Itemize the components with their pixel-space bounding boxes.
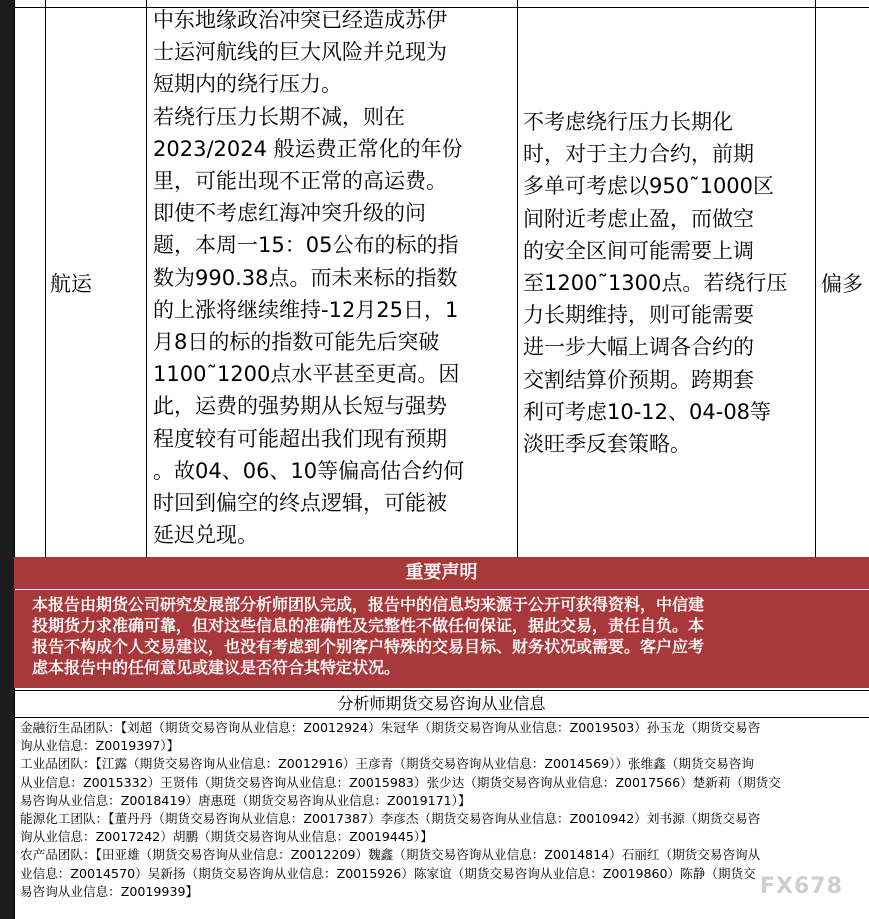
disclaimer-title: 重要声明 <box>14 557 869 589</box>
view-cell: 偏多 <box>821 272 863 296</box>
grid-line <box>14 0 15 919</box>
grid-line <box>45 0 46 557</box>
analyst-info-text: 金融衍生品团队：【刘超（期货交易咨询从业信息：Z0012924）朱冠华（期货交易咨询从业信息：Z0019503）孙玉龙（期货交易咨 询从业信息：Z0019397）】 工业品团队：【江露（期货交易咨询从业信息：Z0012916）王彦青（期货交易咨询从业信息：Z0014569））张维鑫（期货交易咨询 从业信息：Z0015332）王贤伟（期货交易咨询从业信息：Z0015983）张少达（期货交易咨询从业信息：Z0017566）楚新莉（期货交 易咨询从业信息：Z0018419）唐惠珽（期货交易咨询从业信息：Z0019171）】 能源化工团队：【董丹丹（期货交易咨询从业信息：Z0017387）李彦杰（期货交易咨询从业信息：Z0010942）刘书源（期货交易咨 询从业信息：Z0017242）胡鹏（期货交易咨询从业信息：Z0019445）】 农产品团队：【田亚雄（期货交易咨询从业信息：Z0012209）魏鑫（期货交易咨询从业信息：Z0014814）石丽红（期货交易咨询从 业信息：Z0014570）吴新扬（期货交易咨询从业信息：Z0015926）陈家谊（期货交易咨询从业信息：Z0019860）陈静（期货交 易咨询从业信息：Z0019939】 <box>20 720 781 899</box>
sector-cell: 航运 <box>50 272 92 296</box>
analyst-info-title: 分析师期货交易咨询从业信息 <box>337 694 546 713</box>
grid-line <box>146 0 147 557</box>
strategy-cell: 不考虑绕行压力长期化 时，对于主力合约，前期 多单可考虑以950˜1000区 间附近考虑止盈，而做空 的安全区间可能需要上调 至1200˜1300点。若绕行压 力长期维持，则可能需要 进一步大幅上调各合约的 交割结算价预期。跨期套 利可考虑10-12、04-08等 淡旺季反套策略。 <box>523 110 788 457</box>
grid-line <box>14 717 869 718</box>
disclaimer-text: 本报告由期货公司研究发展部分析师团队完成，报告中的信息均来源于公开可获得资料，中信建 投期货力求准确可靠，但对这些信息的准确性及完整性不做任何保证，据此交易，责任自负。本 报告不构成个人交易建议，也没有考虑到个别客户特殊的交易目标、财务状况或需要。客户应考 虑本报告中的任何意见或建议是否符合其特定状况。 <box>14 590 869 688</box>
grid-line <box>815 0 816 557</box>
grid-line <box>517 0 518 557</box>
analysis-cell: 中东地缘政治冲突已经造成苏伊 士运河航线的巨大风险并兑现为 短期内的绕行压力。 若绕行压力长期不减，则在 2023/2024 般运费正常化的年份 里，可能出现不正常的高运费。 即使不考虑红海冲突升级的问 题，本周一15：05公布的标的指 数为990.38点。而未来标的指数 的上涨将继续维持-12月25日，1 月8日的标的指数可能先后突破 1100˜1200点水平甚至更高。因 此，运费的强势期从长短与强势 程度较有可能超出我们现有预期 。故04、06、10等偏高估合约何 时回到偏空的终点逻辑，可能被 延迟兑现。 <box>153 8 465 548</box>
watermark: FX678 <box>760 874 843 899</box>
